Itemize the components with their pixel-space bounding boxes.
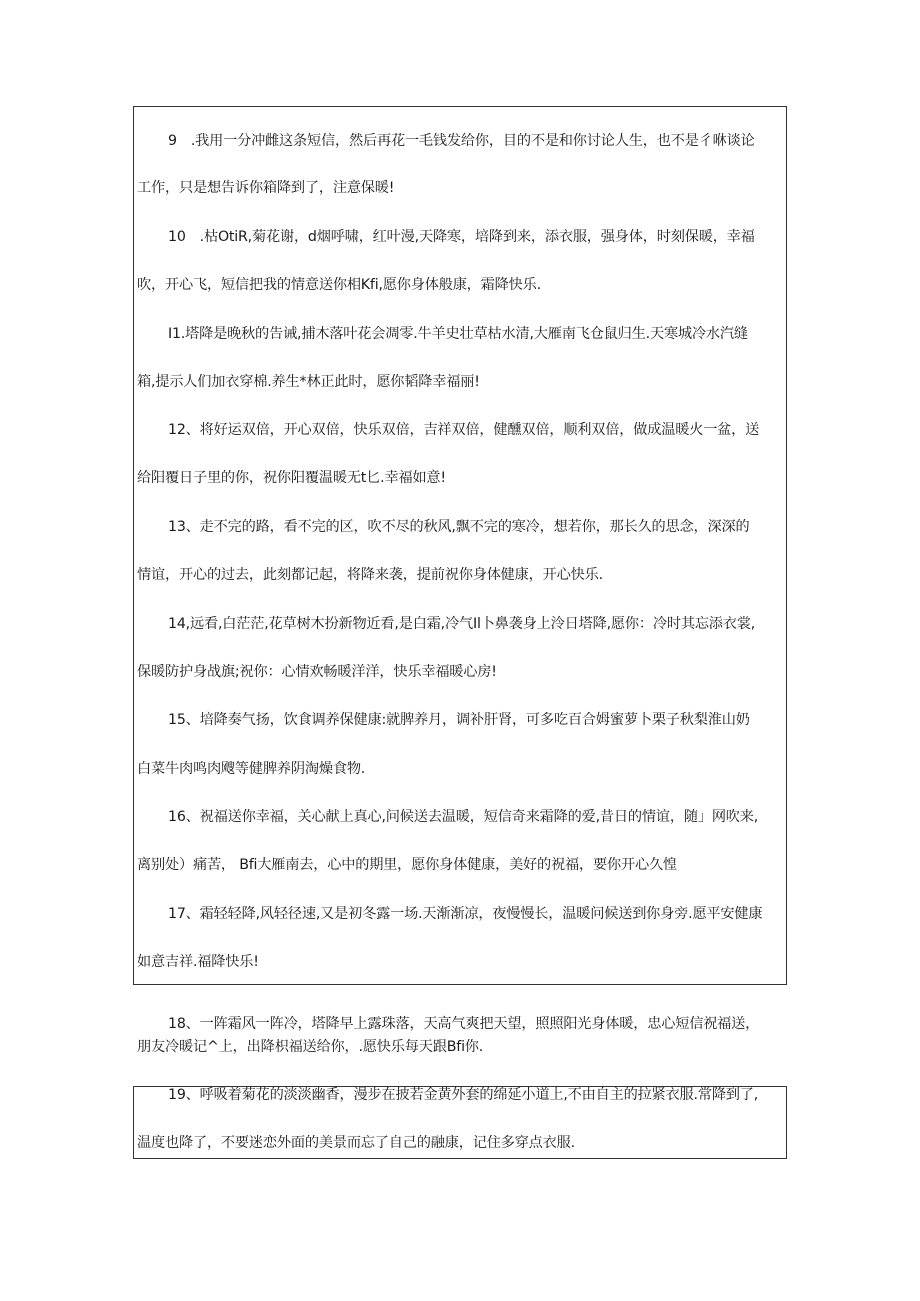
para-18-line-2: 朋友冷暖记^上，出降枳福送给你，.愿快乐每天跟Bfi你. — [137, 1039, 484, 1055]
para-9-line-2: 工作，只是想告诉你箱降到了，注意保暖! — [137, 180, 395, 196]
para-16-line-1: 16、祝福送你幸福，关心献上真心,问候送去温暖，短信奇来霜降的爱,昔日的情谊，随」网吹来, — [168, 809, 759, 825]
para-15-line-2: 白菜牛肉鸣肉飕等健脾养阴淘燥食物. — [137, 761, 366, 777]
para-12-line-2: 给阳覆日子里的你，祝你阳覆温暖无t匕.幸福如意! — [137, 470, 446, 486]
para-11-line-2: 箱,提示人们加衣穿棉.养生*林正此时，愿你韬降幸福丽! — [137, 374, 480, 390]
para-14-line-2: 保暖防护身战旗;祝你：心情欢畅暖洋洋，快乐幸福暖心房! — [137, 664, 497, 680]
para-10-line-2: 吹，开心飞，短信把我的情意送你相Kfi,愿你身体般康，霜降快乐. — [137, 277, 541, 293]
para-12-line-1: 12、将好运双倍，开心双倍，快乐双倍，吉祥双倍，健醺双倍，顺利双倍，做成温暖火一盆，送 — [168, 422, 760, 438]
para-14-line-1: 14,远看,白茫茫,花草树木扮新物近看,是白霜,冷气Il卜鼻袭身上泠日塔降,愿你：冷时其忘添衣裳, — [168, 616, 756, 632]
para-17-line-2: 如意吉祥.福降快乐! — [137, 954, 259, 970]
para-13-line-2: 情谊，开心的过去，此刻都记起，将降来袭，提前祝你身体健康，开心快乐. — [137, 567, 603, 583]
para-16-line-2: 离别处）痛苦， Bfi大雁南去，心中的期里，愿你身体健康，美好的祝福，要你开心久惶 — [137, 857, 677, 873]
para-15-line-1: 15、培降奏气扬，饮食调养保健康:就脾养月，调补肝肾，可多吃百合姆蜜萝卜栗子秋梨淮山奶 — [168, 712, 750, 728]
para-18-line-1: 18、一阵霜风一阵冷，塔降早上露珠落，天高气爽把天望，照照阳光身体暖，忠心短信祝福送， — [168, 1016, 760, 1032]
para-19-line-2: 温度也降了，不要迷恋外面的美景而忘了自己的融康，记住多穿点衣服. — [137, 1135, 575, 1151]
para-19-line-1: 19、呼吸着菊花的淡淡幽香，漫步在披若金黄外套的绵延小道上,不由自主的拉紧衣服.常降到了, — [168, 1087, 759, 1103]
para-17-line-1: 17、霜轻轻降,风轻径速,又是初冬露一场.天渐渐凉，夜慢慢长，温暖问候送到你身旁.愿平安健康 — [168, 906, 763, 922]
para-13-line-1: 13、走不完的路，看不完的区，吹不尽的秋风,飘不完的寒冷，想若你，那长久的思念，深深的 — [168, 519, 750, 535]
para-9-line-1: 9 .我用一分冲雌这条短信，然后再花一毛钱发给你，目的不是和你讨论人生，也不是彳咻谈论 — [168, 133, 755, 149]
para-10-line-1: 10 .枯OtiR,菊花谢，d烟呼啸，红叶漫,天降寒，培降到来，添衣服，强身体，时刻保暖，幸福 — [168, 229, 755, 245]
para-11-line-1: I1.塔降是晚秋的告诫,捕木落叶花会凋零.牛羊史壮草枯水清,大雁南飞仓鼠归生.天寒城冷水汽缝 — [168, 326, 748, 342]
